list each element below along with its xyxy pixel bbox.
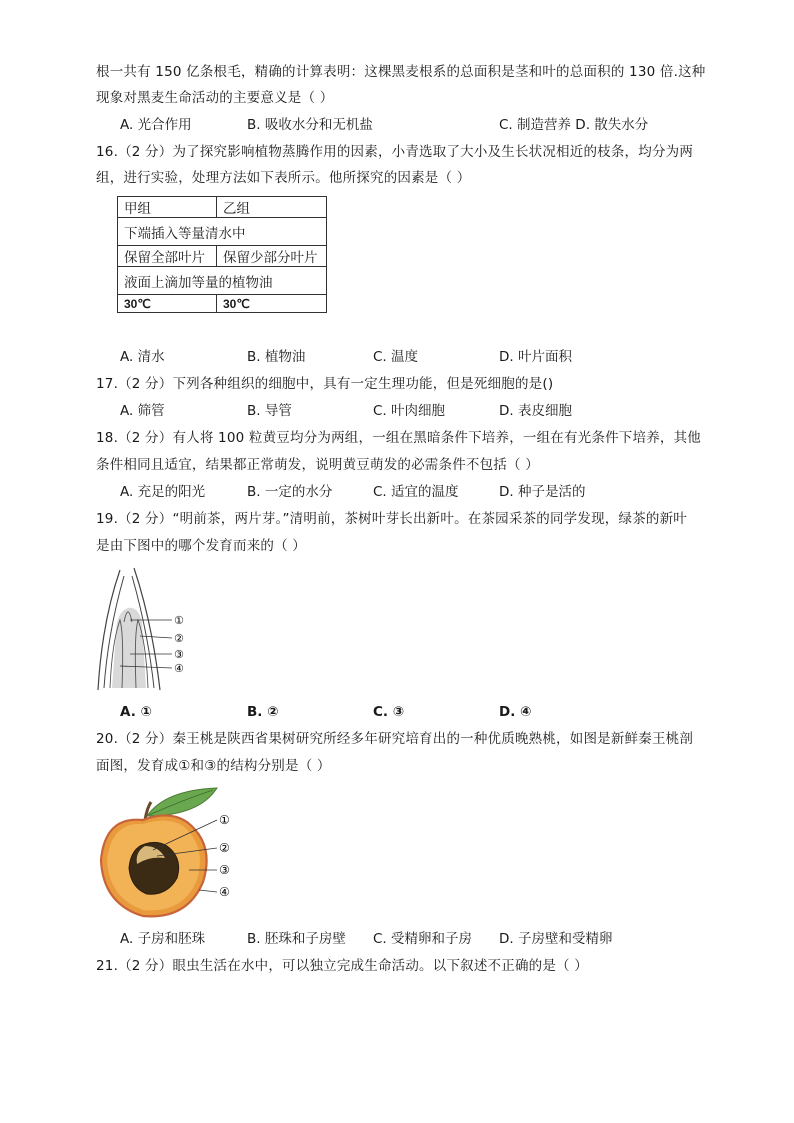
q19-options [120, 702, 720, 722]
table-row [118, 295, 327, 313]
table-row [118, 197, 327, 218]
peach-diagram [95, 786, 245, 920]
label-1: ① [219, 813, 230, 827]
q20-option-d[interactable]: D. 子房壁和受精卵 [499, 931, 613, 947]
q15-stem-line1: 根一共有 150 亿条根毛，精确的计算表明：这棵黑麦根系的总面积是茎和叶的总面积的 130 倍.这种 [96, 64, 706, 80]
q20-options [120, 929, 720, 949]
table-row [118, 246, 327, 267]
leader-line [140, 636, 172, 638]
q16-option-d[interactable]: D. 叶片面积 [499, 349, 572, 365]
table-cell: 30℃ [118, 295, 217, 313]
q17-options [120, 401, 720, 421]
table-row [118, 267, 327, 295]
q18-options [120, 482, 720, 502]
q18-stem-line2: 条件相同且适宜，结果都正常萌发，说明黄豆萌发的必需条件不包括（ ） [96, 457, 539, 473]
q18-stem-line1: 18.（2 分）有人将 100 粒黄豆均分为两组，一组在黑暗条件下培养，一组在有光条件下培养，其他 [96, 430, 701, 446]
q21-stem: 21.（2 分）眼虫生活在水中，可以独立完成生命活动。以下叙述不正确的是（ ） [96, 958, 588, 974]
label-4: ④ [174, 662, 184, 675]
q18-option-b[interactable]: B. 一定的水分 [247, 484, 333, 500]
q18-option-d[interactable]: D. 种子是活的 [499, 484, 586, 500]
label-4: ④ [219, 885, 230, 899]
q15-stem-line2: 现象对黑麦生命活动的主要意义是（ ） [96, 90, 334, 106]
q19-option-d[interactable]: D. ④ [499, 704, 532, 720]
q16-stem-line1: 16.（2 分）为了探究影响植物蒸腾作用的因素，小青选取了大小及生长状况相近的枝条，均分为两 [96, 144, 694, 160]
table-cell: 甲组 [118, 197, 217, 218]
experiment-table [117, 196, 327, 313]
q16-options [120, 347, 720, 367]
q19-option-c[interactable]: C. ③ [373, 704, 405, 720]
q16-option-b[interactable]: B. 植物油 [247, 349, 306, 365]
q17-option-a[interactable]: A. 筛管 [120, 403, 165, 419]
q20-stem-line2: 面图，发育成①和③的结构分别是（ ） [96, 758, 331, 774]
q19-stem-line2: 是由下图中的哪个发育而来的（ ） [96, 538, 306, 554]
table-cell: 保留全部叶片 [118, 246, 217, 267]
table-cell: 液面上滴加等量的植物油 [118, 267, 327, 295]
q20-stem-line1: 20.（2 分）秦王桃是陕西省果树研究所经多年研究培育出的一种优质晚熟桃，如图是新鲜秦王桃剖 [96, 731, 694, 747]
leader-line [199, 890, 217, 892]
q15-option-b[interactable]: B. 吸收水分和无机盐 [247, 117, 373, 133]
label-2: ② [219, 841, 230, 855]
q19-stem-line1: 19.（2 分）“明前茶，两片芽。”清明前，茶树叶芽长出新叶。在茶园采茶的同学发现，绿茶的新叶 [96, 511, 687, 527]
table-cell: 保留少部分叶片 [217, 246, 327, 267]
label-2: ② [174, 632, 184, 645]
q16-option-a[interactable]: A. 清水 [120, 349, 165, 365]
table-cell: 30℃ [217, 295, 327, 313]
table-row [118, 218, 327, 246]
q15-option-c-d[interactable]: C. 制造营养 D. 散失水分 [499, 117, 649, 133]
bud-diagram [90, 562, 200, 694]
q19-option-b[interactable]: B. ② [247, 704, 279, 720]
q18-option-c[interactable]: C. 适宜的温度 [373, 484, 459, 500]
q17-option-b[interactable]: B. 导管 [247, 403, 292, 419]
label-1: ① [174, 614, 184, 627]
q16-option-c[interactable]: C. 温度 [373, 349, 419, 365]
q19-option-a[interactable]: A. ① [120, 704, 152, 720]
q18-option-a[interactable]: A. 充足的阳光 [120, 484, 206, 500]
q17-option-c[interactable]: C. 叶肉细胞 [373, 403, 446, 419]
q20-option-a[interactable]: A. 子房和胚珠 [120, 931, 206, 947]
q16-stem-line2: 组，进行实验，处理方法如下表所示。他所探究的因素是（ ） [96, 170, 471, 186]
q17-option-d[interactable]: D. 表皮细胞 [499, 403, 572, 419]
table-cell: 乙组 [217, 197, 327, 218]
q20-option-b[interactable]: B. 胚珠和子房壁 [247, 931, 346, 947]
table-cell: 下端插入等量清水中 [118, 218, 327, 246]
label-3: ③ [219, 863, 230, 877]
q17-stem: 17.（2 分）下列各种组织的细胞中，具有一定生理功能，但是死细胞的是() [96, 376, 554, 392]
label-3: ③ [174, 648, 184, 661]
q15-option-a[interactable]: A. 光合作用 [120, 117, 192, 133]
q20-option-c[interactable]: C. 受精卵和子房 [373, 931, 473, 947]
q15-options [120, 115, 720, 135]
